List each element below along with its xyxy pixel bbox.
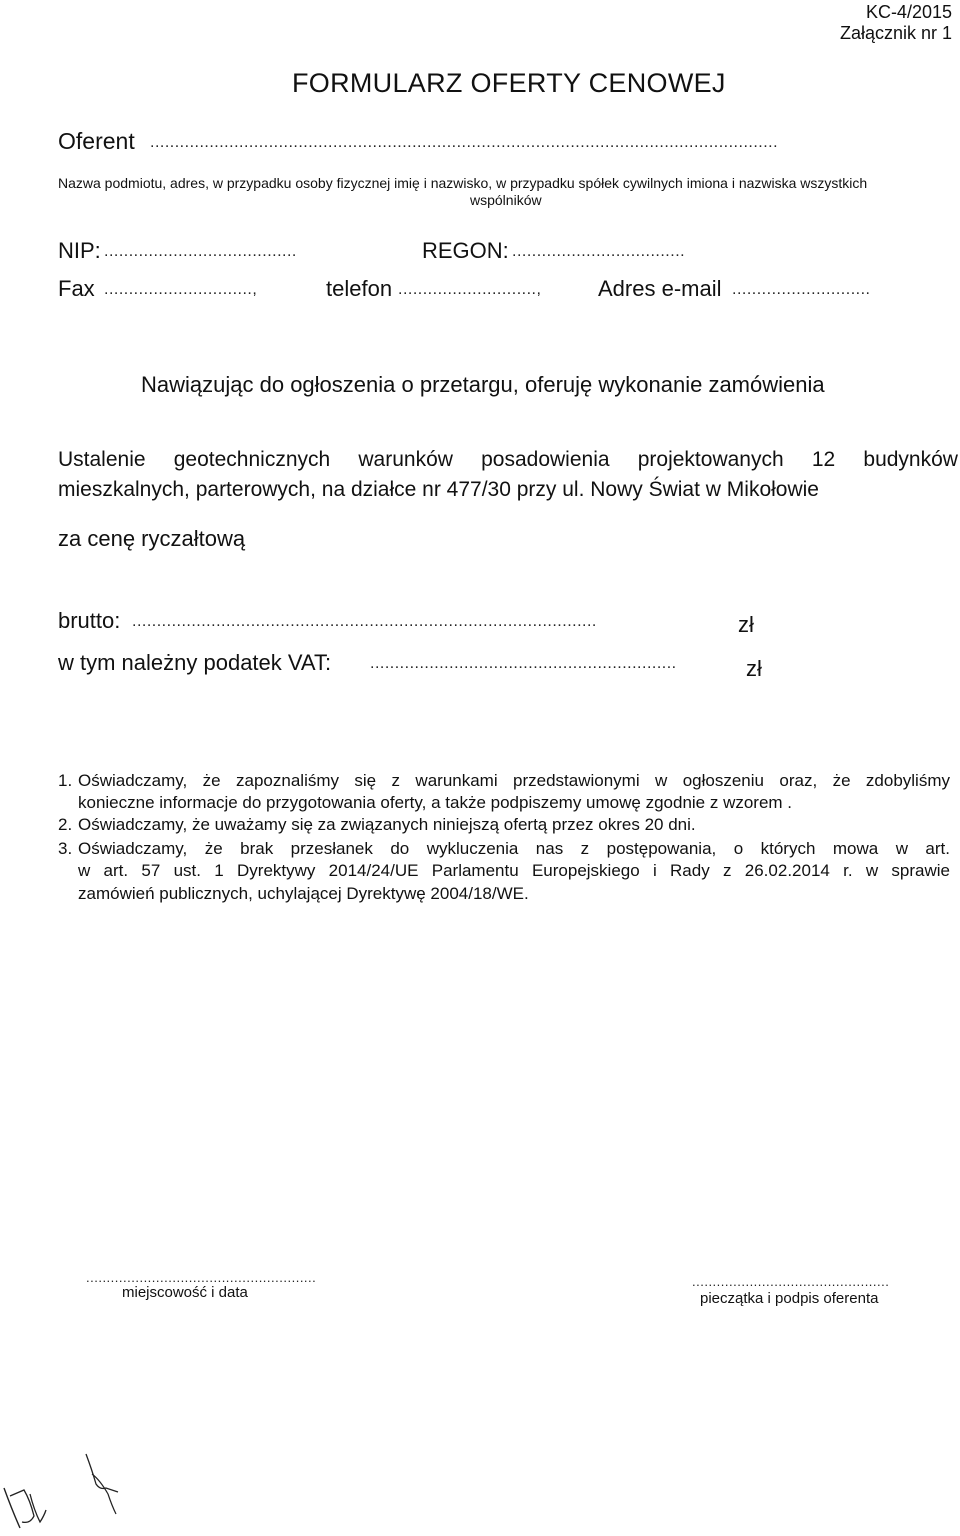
oferent-field[interactable]: ............................................................................................................................... — [150, 134, 779, 151]
document-reference — [840, 2, 952, 44]
brutto-label: brutto: — [58, 608, 121, 633]
email-field[interactable]: ............................ — [732, 281, 871, 298]
subject-word: 12 — [811, 448, 836, 471]
oferent-note-line2: wspólników — [470, 192, 542, 208]
subject-word: geotechnicznych — [173, 448, 331, 471]
subject-word: Ustalenie — [58, 448, 146, 471]
subject-word: posadowienia — [481, 448, 610, 471]
vat-currency: zł — [746, 656, 762, 681]
nip-field[interactable]: ....................................... — [104, 243, 297, 260]
statement-1-number: 1. — [58, 771, 73, 790]
statement-3-line1: Oświadczamy, że brak przesłanek do wykluczenia nas z postępowania, o których mowa w art. — [78, 839, 950, 858]
brutto-currency: zł — [738, 612, 754, 637]
price-label: za cenę ryczałtową — [58, 526, 246, 551]
stamp-signature-label: pieczątka i podpis oferenta — [700, 1290, 879, 1307]
regon-field[interactable]: ................................... — [512, 243, 686, 260]
statement-2-line1: Oświadczamy, że uważamy się za związanych niniejszą ofertą przez okres 20 dni. — [78, 815, 696, 834]
regon-label: REGON: — [422, 238, 509, 263]
nip-label: NIP: — [58, 238, 101, 263]
attachment-label: Załącznik nr 1 — [839, 23, 952, 43]
oferent-label: Oferent — [58, 128, 135, 154]
page-title: FORMULARZ OFERTY CENOWEJ — [292, 68, 726, 98]
fax-label: Fax — [58, 276, 95, 301]
vat-field[interactable]: .............................................................. — [370, 655, 677, 672]
subject-word: budynków — [863, 448, 958, 471]
intro-text: Nawiązując do ogłoszenia o przetargu, oferuję wykonanie zamówienia — [141, 372, 825, 397]
stamp-signature-field[interactable]: ................................................ — [692, 1274, 890, 1289]
brutto-field[interactable]: .............................................................................................. — [132, 613, 597, 630]
subject-word: projektowanych — [637, 448, 784, 471]
statement-1-line1: Oświadczamy, że zapoznaliśmy się z warunkami przedstawionymi w ogłoszeniu oraz, że zdobyliśmy — [78, 771, 950, 790]
handwritten-initials-icon — [0, 1450, 130, 1536]
subject-word: warunków — [358, 448, 453, 471]
vat-label: w tym należny podatek VAT: — [58, 650, 332, 675]
oferent-note-line1: Nazwa podmiotu, adres, w przypadku osoby fizycznej imię i nazwisko, w przypadku spółek cywilnych imiona i nazwiska wszystkich — [58, 175, 868, 191]
place-date-field[interactable]: ........................................................ — [86, 1270, 317, 1285]
document-number: KC-4/2015 — [865, 2, 952, 22]
telefon-label: telefon — [326, 276, 393, 301]
subject-line2: mieszkalnych, parterowych, na działce nr 477/30 przy ul. Nowy Świat w Mikołowie — [58, 478, 819, 501]
fax-field[interactable]: .............................., — [104, 281, 258, 298]
statement-3-number: 3. — [58, 839, 73, 858]
statement-3-line3: zamówień publicznych, uchylającej Dyrektywę 2004/18/WE. — [78, 884, 529, 903]
statement-2-number: 2. — [58, 815, 73, 834]
subject-line1 — [58, 446, 958, 473]
statement-3-line2: w art. 57 ust. 1 Dyrektywy 2014/24/UE Parlamentu Europejskiego i Rady z 26.02.2014 r. w sprawie — [78, 861, 950, 880]
statement-1-line2: konieczne informacje do przygotowania oferty, a także podpiszemy umowę zgodnie z wzorem . — [78, 793, 793, 812]
email-label: Adres e-mail — [598, 276, 722, 301]
telefon-field[interactable]: ............................, — [398, 281, 542, 298]
place-date-label: miejscowość i data — [122, 1284, 248, 1301]
